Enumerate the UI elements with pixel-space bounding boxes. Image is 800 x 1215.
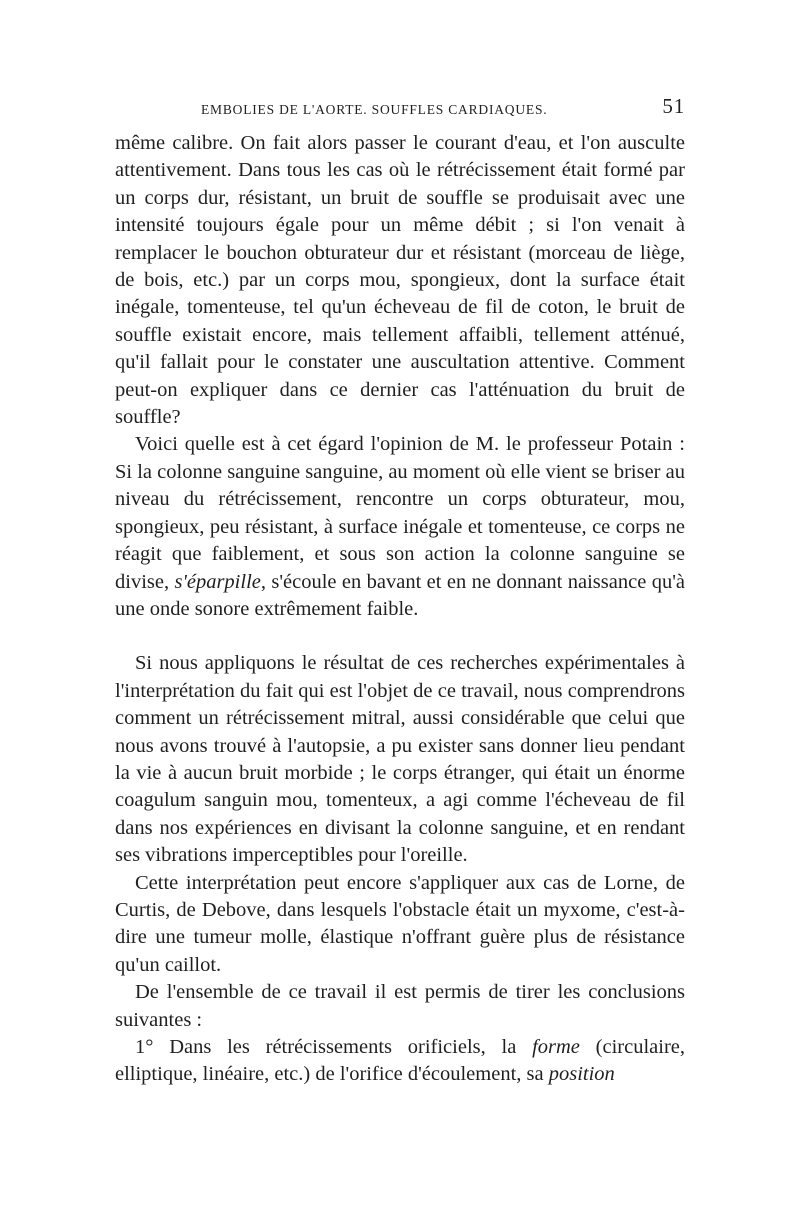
paragraph-6-part-1: 1° Dans les rétrécissements orificiels, la xyxy=(135,1036,533,1058)
paragraph-6-part-2: (circulaire, elliptique, linéaire, etc.) de l'orifice d'écoulement, sa xyxy=(115,1036,685,1086)
page-number: 51 xyxy=(662,94,685,118)
paragraph-2-italic: s'éparpille xyxy=(174,570,261,593)
paragraph-6 xyxy=(115,1034,685,1089)
paragraph-2 xyxy=(115,431,685,623)
paragraph-5: De l'ensemble de ce travail il est permis de tirer les conclusions suivantes : xyxy=(115,981,685,1031)
paragraph-4: Cette interprétation peut encore s'appliquer aux cas de Lorne, de Curtis, de Debove, dans lesquels l'obstacle était un myxome, c'est-à-dire une tumeur molle, élastique n'offrant guère plus de résistance qu'un caillot. xyxy=(115,871,685,976)
book-page xyxy=(115,90,685,1089)
paragraph-6-italic-2: position xyxy=(548,1063,615,1086)
paragraph-2-part-2: , s'écoule en bavant et en ne donnant naissance qu'à une onde sonore extrêmement faible. xyxy=(115,570,685,620)
running-title: EMBOLIES DE L'AORTE. SOUFFLES CARDIAQUES. xyxy=(201,102,548,117)
paragraph-1: même calibre. On fait alors passer le courant d'eau, et l'on ausculte attentivement. Dans tous les cas où le rétrécissement était formé par un corps dur, résistant, un bruit de souffle se produisait avec une intensité toujours égale pour un même débit ; si l'on venait à remplacer le bouchon obturateur dur et résistant (morceau de liège, de bois, etc.) par un corps mou, spongieux, dont la surface était inégale, tomenteuse, tel qu'un écheveau de fil de coton, le bruit de souffle existait encore, mais tellement affaibli, tellement atténué, qu'il fallait pour le constater une auscultation attentive. Comment peut-on expliquer dans ce dernier cas l'atténuation du bruit de souffle? xyxy=(115,132,685,429)
paragraph-2-part-1: Voici quelle est à cet égard l'opinion de M. le professeur Potain : Si la colonne sanguine sanguine, au moment où elle vient se briser au niveau du rétrécissement, rencontre un corps obturateur, mou, spongieux, peu résistant, à surface inégale et tomenteuse, ce corps ne réagit que faiblement, et sous son action la colonne sanguine se divise, xyxy=(115,433,685,593)
paragraph-3: Si nous appliquons le résultat de ces recherches expérimentales à l'interprétation du fait qui est l'objet de ce travail, nous comprendrons comment un rétrécissement mitral, aussi considérable que celui que nous avons trouvé à l'autopsie, a pu exister sans donner lieu pendant la vie à aucun bruit morbide ; le corps étranger, qui était un énorme coagulum sanguin mou, tomenteux, a agi comme l'écheveau de fil dans nos expériences en divisant la colonne sanguine, et en rendant ses vibrations imperceptibles pour l'oreille. xyxy=(115,652,685,867)
paragraph-6-italic-1: forme xyxy=(532,1036,580,1058)
running-header xyxy=(115,90,685,130)
